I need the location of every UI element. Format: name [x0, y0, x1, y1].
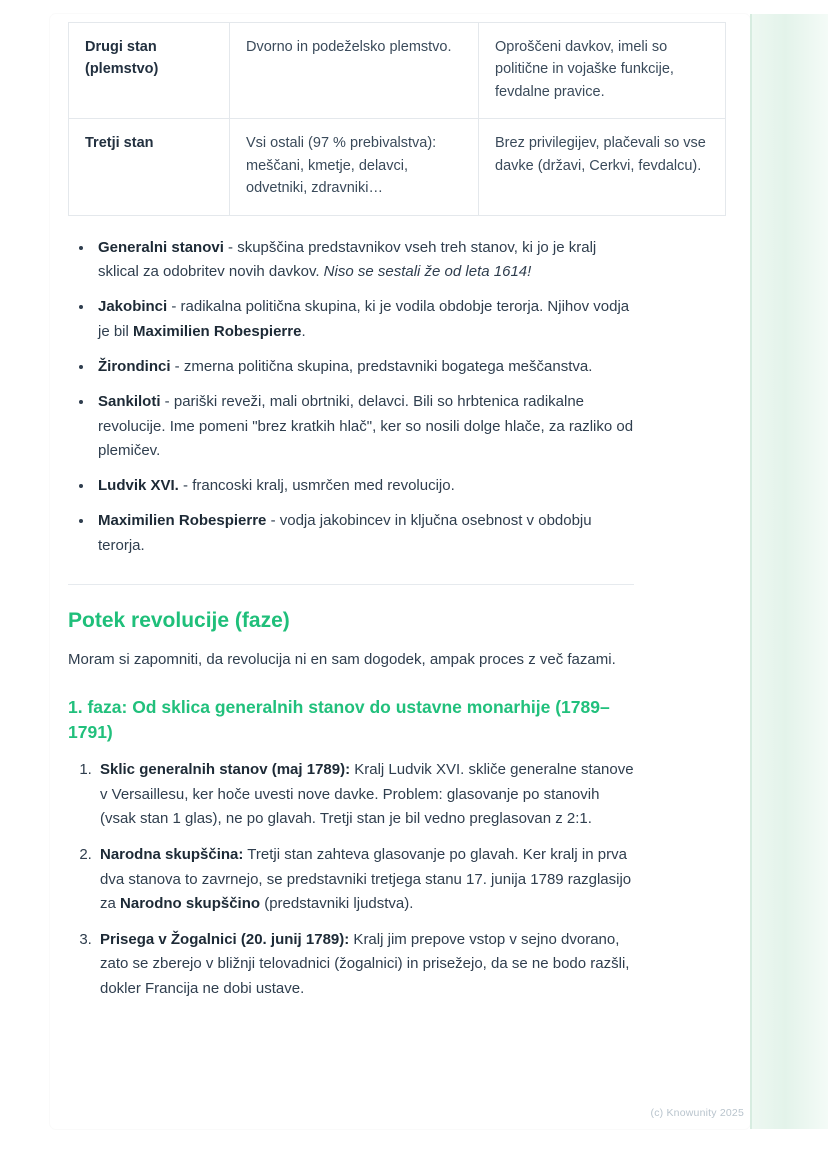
- term-name: Maximilien Robespierre: [98, 512, 267, 530]
- term-strong: Maximilien Robespierre: [133, 322, 302, 340]
- list-item: [94, 474, 636, 498]
- section-title: Potek revolucije (faze): [68, 609, 290, 633]
- copyright-watermark: (c) Knowunity 2025: [650, 1107, 744, 1119]
- phase-strong: Narodno skupščino: [120, 894, 261, 912]
- term-text: - francoski kralj, usmrčen med revolucijo.: [178, 477, 455, 495]
- right-decorative-band: [750, 14, 828, 1129]
- section-divider: [68, 584, 634, 585]
- term-name: Generalni stanovi: [98, 238, 224, 256]
- estate-members-cell: Vsi ostali (97 % prebivalstva): meščani, kmetje, delavci, odvetniki, zdravniki…: [230, 119, 479, 215]
- subsection-title: 1. faza: Od sklica generalnih stanov do ustavne monarhije (1789–1791): [68, 696, 610, 742]
- term-text: - radikalna politična skupina, ki je vodila obdobje terorja. Njihov vodja je bil: [98, 298, 630, 340]
- estate-members-cell: Dvorno in podeželsko plemstvo.: [230, 23, 479, 119]
- term-emphasis: Niso se sestali že od leta 1614!: [323, 263, 532, 281]
- term-text: - skupščina predstavnikov vseh treh stanov, ki jo je kralj sklical za odobritev novih davkov.: [98, 238, 597, 281]
- phase-text: Tretji stan zahteva glasovanje po glavah. Ker kralj in prva dva stanova to zavrnejo, se predstavniki tretjega stanu 17. junija 1789 razglasijo za: [100, 846, 632, 912]
- list-item: [96, 758, 636, 831]
- term-name: Jakobinci: [98, 298, 168, 316]
- estate-name-cell: Tretji stan: [69, 119, 230, 215]
- term-text: - pariški reveži, mali obrtniki, delavci. Bili so hrbtenica radikalne revolucije. Ime pomeni "brez kratkih hlač", ker so nosili dolge hlače, za razliko od plemičev.: [98, 393, 634, 459]
- list-item: [94, 509, 636, 558]
- phase-text: Kralj Ludvik XVI. skliče generalne stanove v Versaillesu, ker hoče uvesti nove davke. Problem: glasovanje po stanovih (vsak stan 1 glas), ne po glavah. Tretji stan je bil vedno preglasovan z 2:1.: [100, 761, 634, 827]
- term-name: Žirondinci: [98, 358, 171, 375]
- document-content: [68, 22, 706, 1013]
- term-text: - zmerna politična skupina, predstavniki bogatega meščanstva.: [170, 358, 593, 375]
- estate-name-cell: Drugi stan (plemstvo): [69, 23, 230, 119]
- list-item: [94, 295, 636, 344]
- table-row: [69, 119, 726, 215]
- list-item: [96, 928, 636, 1001]
- phase-tail: (predstavniki ljudstva).: [260, 894, 414, 912]
- term-text: - vodja jakobincev in ključna osebnost v obdobju terorja.: [98, 512, 592, 554]
- list-item: [94, 236, 636, 285]
- estate-privileges-cell: Brez privilegijev, plačevali so vse davke (državi, Cerkvi, fevdalcu).: [479, 119, 726, 215]
- estate-privileges-cell: Oproščeni davkov, imeli so politične in vojaške funkcije, fevdalne pravice.: [479, 23, 726, 119]
- phase-text: Kralj jim prepove vstop v sejno dvorano, zato se zberejo v bližnji telovadnici (žogalnici) in prisežejo, da se ne bodo razšli, dokler Francija ne dobi ustave.: [100, 931, 630, 997]
- term-name: Ludvik XVI.: [98, 477, 179, 495]
- list-item: [94, 390, 636, 463]
- phases-list: [68, 758, 636, 1001]
- glossary-list: [68, 236, 636, 558]
- phase-lead: Narodna skupščina:: [100, 846, 244, 864]
- section-paragraph: Moram si zapomniti, da revolucija ni en sam dogodek, ampak proces z več fazami.: [68, 651, 616, 669]
- phase-lead: Prisega v Žogalnici (20. junij 1789):: [100, 931, 350, 949]
- term-tail: .: [301, 322, 306, 340]
- term-name: Sankiloti: [98, 393, 161, 411]
- estates-table: [68, 22, 726, 216]
- table-row: [69, 23, 726, 119]
- list-item: [94, 355, 636, 379]
- right-band-divider: [750, 14, 752, 1129]
- phase-lead: Sklic generalnih stanov (maj 1789):: [100, 761, 351, 779]
- list-item: [96, 843, 636, 916]
